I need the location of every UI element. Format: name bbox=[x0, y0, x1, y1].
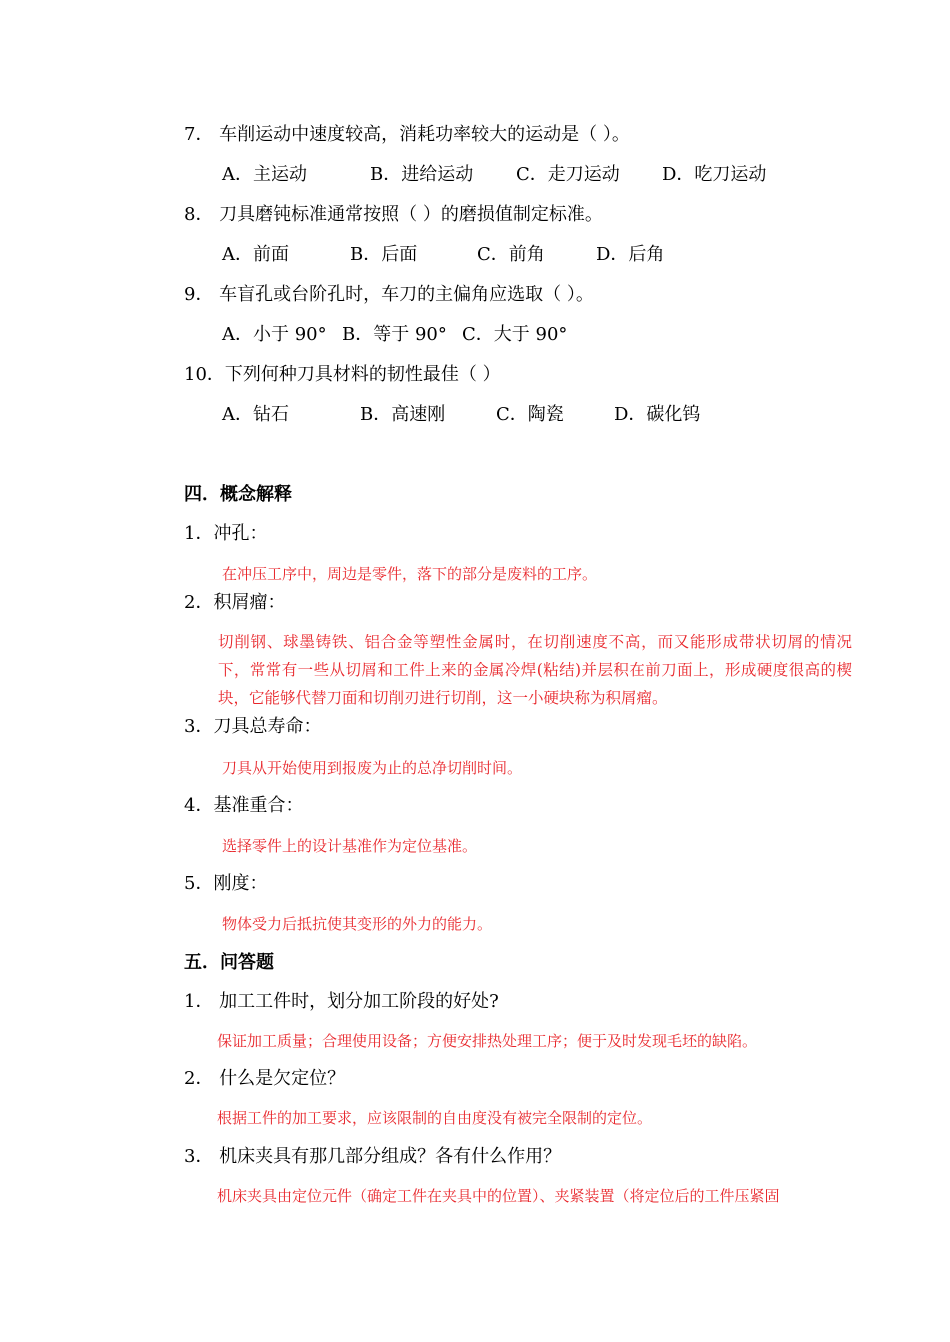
question-8-option-d: D．后角 bbox=[596, 244, 665, 265]
question-7-option-c: C．走刀运动 bbox=[516, 164, 620, 185]
question-10-stem: 10．下列何种刀具材料的韧性最佳（ ） bbox=[184, 364, 501, 385]
qa-3-answer: 机床夹具由定位元件（确定工件在夹具中的位置）、夹紧装置（将定位后的工件压紧固 bbox=[217, 1187, 780, 1205]
section-5-heading: 五．问答题 bbox=[184, 952, 274, 973]
question-10-option-a: A．钻石 bbox=[222, 404, 289, 425]
concept-1-term: 1．冲孔： bbox=[184, 523, 268, 544]
question-9-option-c: C．大于 90° bbox=[462, 324, 568, 345]
qa-1-answer: 保证加工质量；合理使用设备；方便安排热处理工序；便于及时发现毛坯的缺陷。 bbox=[217, 1032, 758, 1050]
question-8-option-b: B．后面 bbox=[350, 244, 418, 265]
concept-3-term: 3．刀具总寿命： bbox=[184, 716, 322, 737]
question-10-option-c: C．陶瓷 bbox=[496, 404, 564, 425]
qa-2-answer: 根据工件的加工要求，应该限制的自由度没有被完全限制的定位。 bbox=[217, 1109, 653, 1127]
question-7-option-d: D．吃刀运动 bbox=[662, 164, 767, 185]
concept-4-answer: 选择零件上的设计基准作为定位基准。 bbox=[222, 837, 478, 855]
question-8-option-a: A．前面 bbox=[222, 244, 289, 265]
concept-4-term: 4．基准重合： bbox=[184, 795, 304, 816]
question-7-option-a: A．主运动 bbox=[222, 164, 307, 185]
qa-3-question: 3． 机床夹具有那几部分组成？各有什么作用？ bbox=[184, 1146, 562, 1167]
question-9-stem: 9． 车盲孔或台阶孔时，车刀的主偏角应选取（ ）。 bbox=[184, 284, 594, 305]
question-10-option-d: D．碳化钨 bbox=[614, 404, 701, 425]
question-7-stem: 7． 车削运动中速度较高，消耗功率较大的运动是（ ）。 bbox=[184, 124, 630, 145]
question-8-option-c: C．前角 bbox=[477, 244, 545, 265]
section-4-heading: 四．概念解释 bbox=[184, 484, 292, 505]
question-7-option-b: B．进给运动 bbox=[370, 164, 474, 185]
question-8-stem: 8． 刀具磨钝标准通常按照（ ）的磨损值制定标准。 bbox=[184, 204, 603, 225]
concept-2-term: 2．积屑瘤： bbox=[184, 592, 286, 613]
question-9-option-b: B．等于 90° bbox=[342, 324, 447, 345]
qa-1-question: 1． 加工工件时，划分加工阶段的好处? bbox=[184, 991, 499, 1012]
concept-3-answer: 刀具从开始使用到报废为止的总净切削时间。 bbox=[222, 759, 523, 777]
qa-2-question: 2． 什么是欠定位？ bbox=[184, 1068, 346, 1089]
concept-5-answer: 物体受力后抵抗使其变形的外力的能力。 bbox=[222, 915, 493, 933]
question-9-option-a: A．小于 90° bbox=[222, 324, 327, 345]
concept-1-answer: 在冲压工序中，周边是零件，落下的部分是废料的工序。 bbox=[222, 565, 598, 583]
concept-5-term: 5．刚度： bbox=[184, 873, 268, 894]
concept-2-answer: 切削钢、球墨铸铁、铝合金等塑性金属时，在切削速度不高，而又能形成带状切屑的情况下，常常有一些从切屑和工件上来的金属冷焊(粘结)并层积在前刀面上，形成硬度很高的楔块，它能够代替刀面和切削刃进行切削，这一小硬块称为积屑瘤。 bbox=[218, 633, 852, 707]
question-10-option-b: B．高速刚 bbox=[360, 404, 446, 425]
